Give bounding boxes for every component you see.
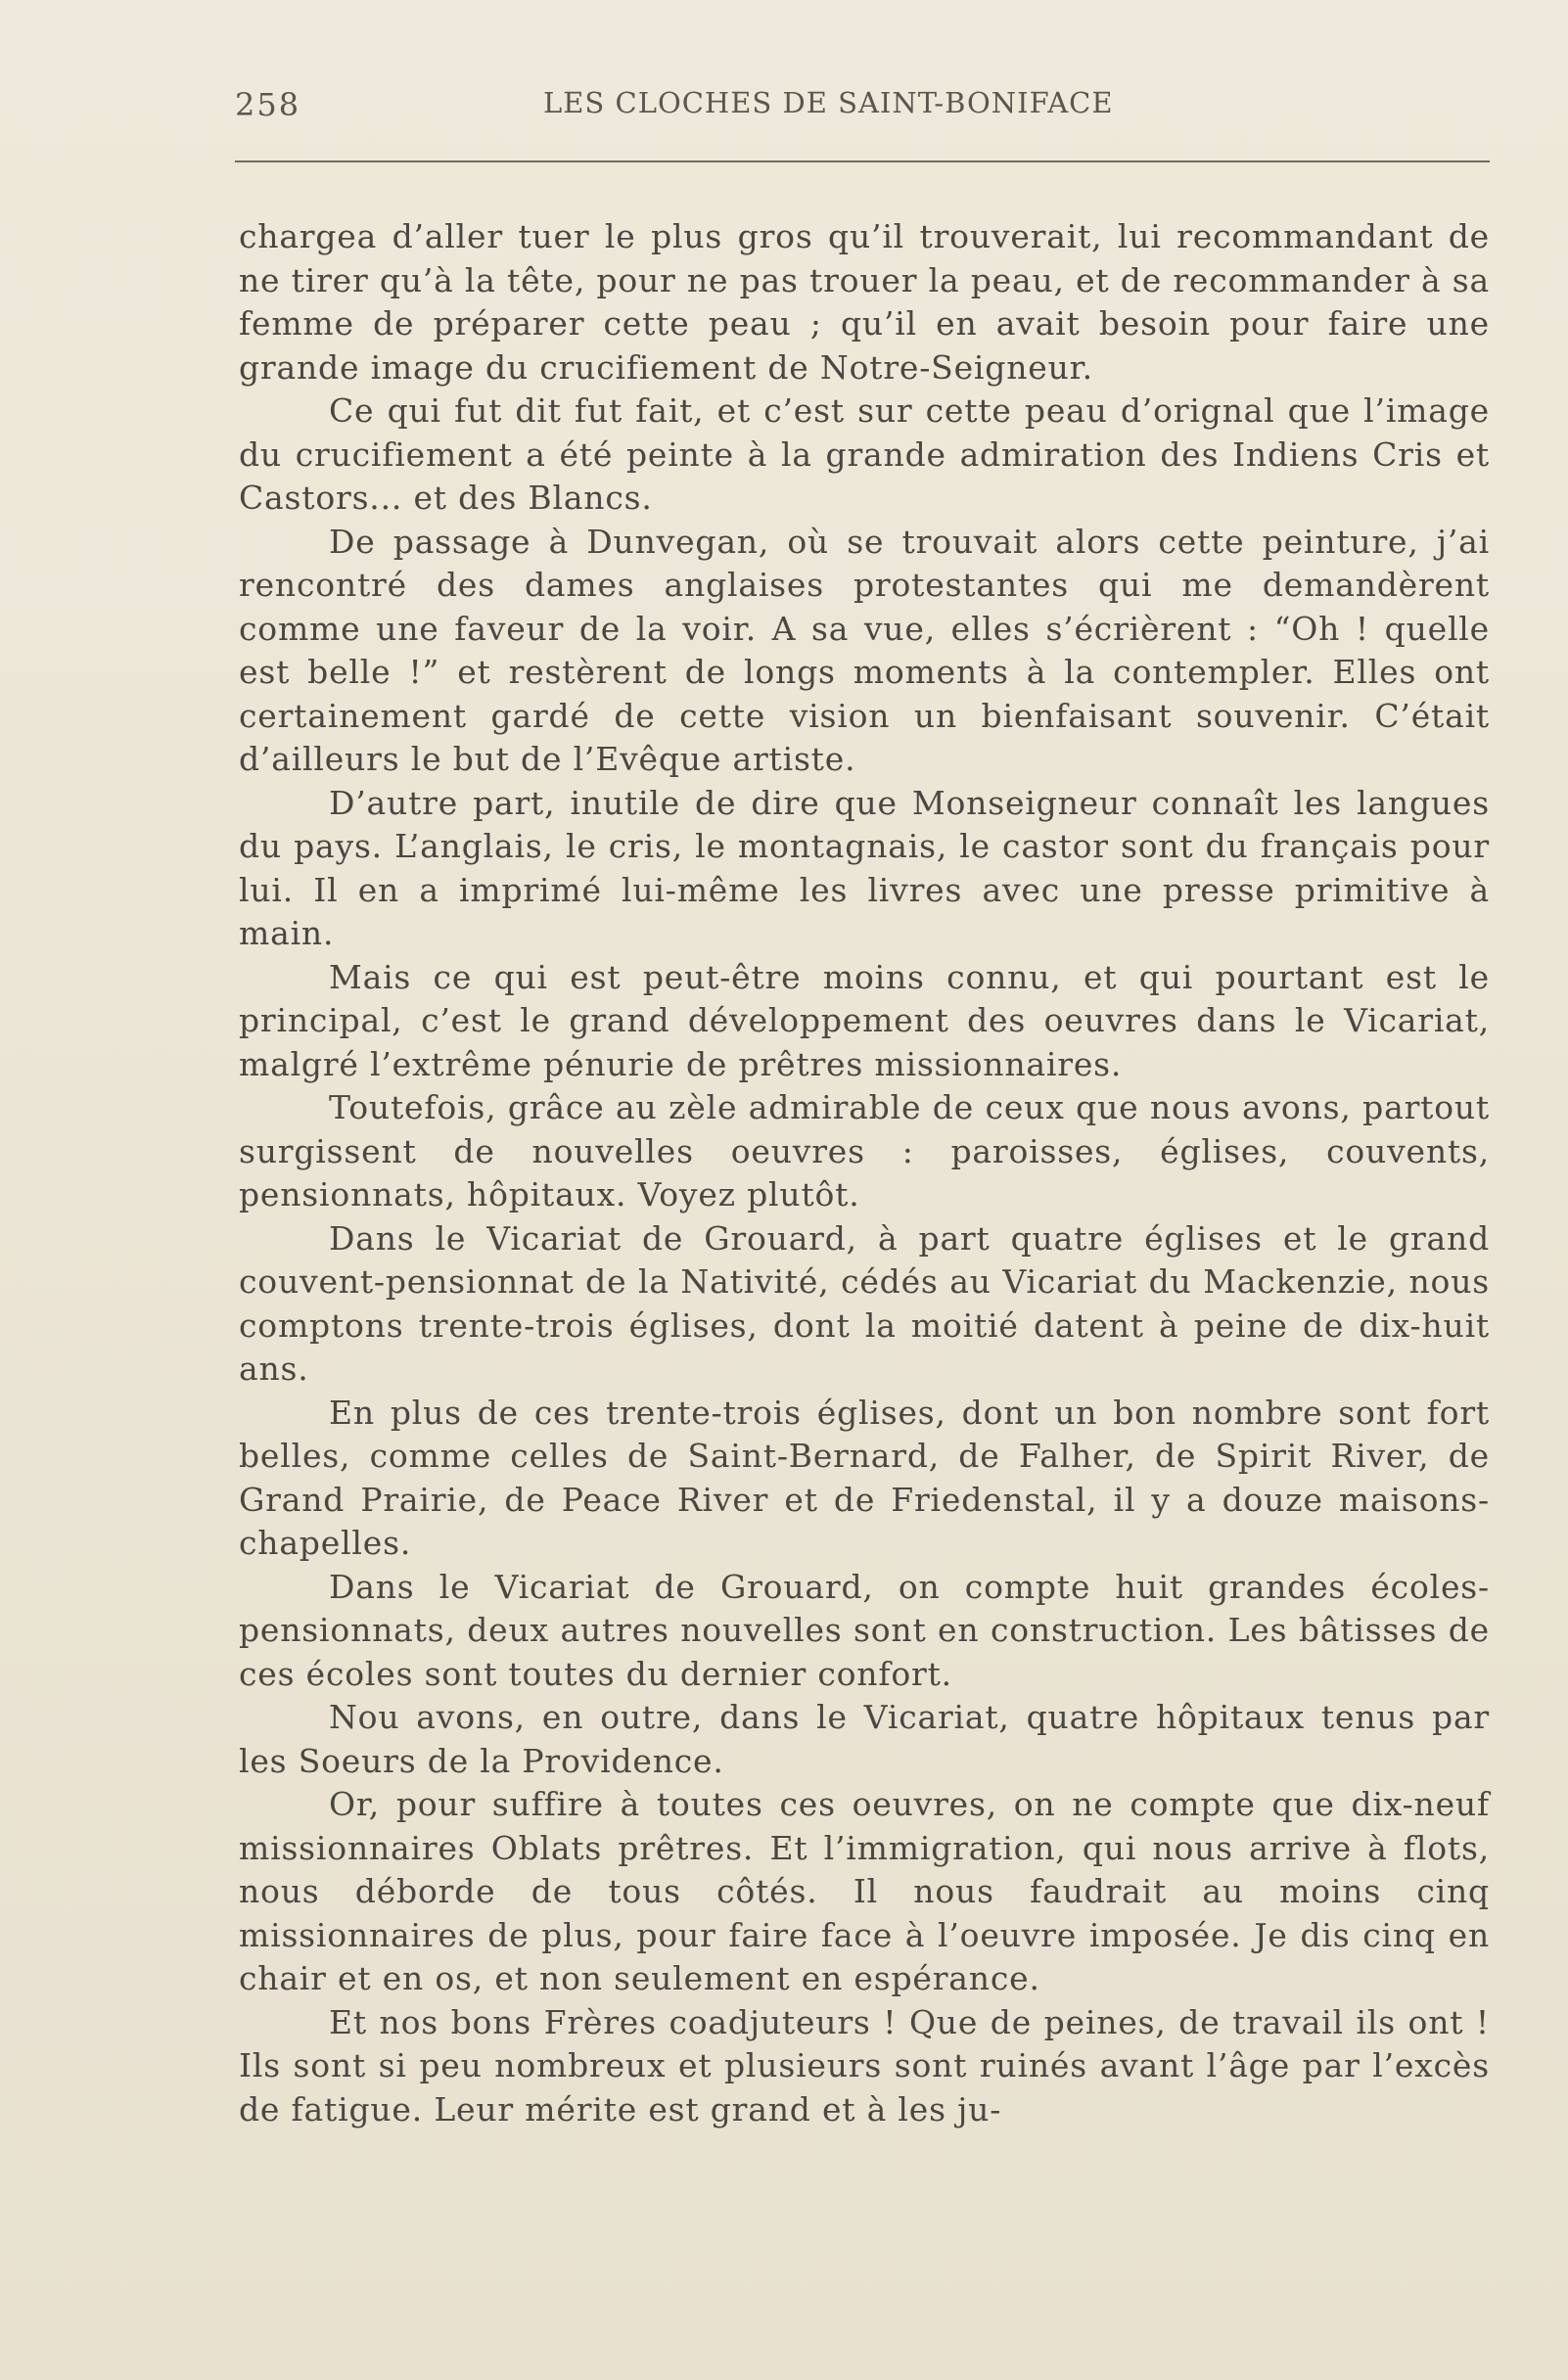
- paragraph: De passage à Dunvegan, où se trouvait alors cette peinture, j’ai rencontré des dames anglaises protestantes qui me demandèrent comme une faveur de la voir. A sa vue, elles s’écrièrent : “Oh ! quelle est belle !” et restèrent de longs moments à la contempler. Elles ont certainement gardé de cette vision un bienfaisant souvenir. C’était d’ailleurs le but de l’Evêque artiste.: [239, 522, 1490, 778]
- paragraph: Et nos bons Frères coadjuteurs ! Que de peines, de travail ils ont ! Ils sont si peu nombreux et plusieurs sont ruinés avant l’âge par l’excès de fatigue. Leur mérite est grand et à les ju-: [239, 2002, 1490, 2128]
- paragraph: Mais ce qui est peut-être moins connu, et qui pourtant est le principal, c’est le grand développement des oeuvres dans le Vicariat, malgré l’extrême pénurie de prêtres missionnaires.: [239, 957, 1490, 1083]
- body-text: [239, 215, 1490, 2131]
- paragraph: D’autre part, inutile de dire que Monseigneur connaît les langues du pays. L’anglais, le cris, le montagnais, le castor sont du français pour lui. Il en a imprimé lui-même les livres avec une presse primitive à main.: [239, 783, 1490, 952]
- paragraph: Ce qui fut dit fut fait, et c’est sur cette peau d’orignal que l’image du crucifiement a été peinte à la grande admiration des Indiens Cris et Castors... et des Blancs.: [239, 391, 1490, 517]
- page-number: 258: [235, 86, 301, 123]
- paragraph: Or, pour suffire à toutes ces oeuvres, on ne compte que dix-neuf missionnaires Oblats prêtres. Et l’immigration, qui nous arrive à flots, nous déborde de tous côtés. Il nous faudrait au moins cinq missionnaires de plus, pour faire face à l’oeuvre imposée. Je dis cinq en chair et en os, et non seulement en espérance.: [239, 1785, 1490, 1997]
- paragraph: En plus de ces trente-trois églises, dont un bon nombre sont fort belles, comme celles de Saint-Bernard, de Falher, de Spirit River, de Grand Prairie, de Peace River et de Friedenstal, il y a douze maisons-chapelles.: [239, 1393, 1490, 1562]
- header-rule: [235, 160, 1490, 162]
- paragraph: chargea d’aller tuer le plus gros qu’il trouverait, lui recommandant de ne tirer qu’à la tête, pour ne pas trouer la peau, et de recommander à sa femme de préparer cette peau ; qu’il en avait besoin pour faire une grande image du crucifiement de Notre-Seigneur.: [239, 217, 1490, 387]
- paragraph: Nou avons, en outre, dans le Vicariat, quatre hôpitaux tenus par les Soeurs de la Providence.: [239, 1698, 1490, 1780]
- running-title: LES CLOCHES DE SAINT-BONIFACE: [543, 86, 1114, 119]
- paragraph: Dans le Vicariat de Grouard, on compte huit grandes écoles-pensionnats, deux autres nouvelles sont en construction. Les bâtisses de ces écoles sont toutes du dernier confort.: [239, 1567, 1490, 1693]
- paragraph: Toutefois, grâce au zèle admirable de ceux que nous avons, partout surgissent de nouvelles oeuvres : paroisses, églises, couvents, pensionnats, hôpitaux. Voyez plutôt.: [239, 1088, 1490, 1213]
- running-head: [235, 86, 1490, 135]
- paragraph: Dans le Vicariat de Grouard, à part quatre églises et le grand couvent-pensionnat de la Nativité, cédés au Vicariat du Mackenzie, nous comptons trente-trois églises, dont la moitié datent à peine de dix-huit ans.: [239, 1218, 1490, 1388]
